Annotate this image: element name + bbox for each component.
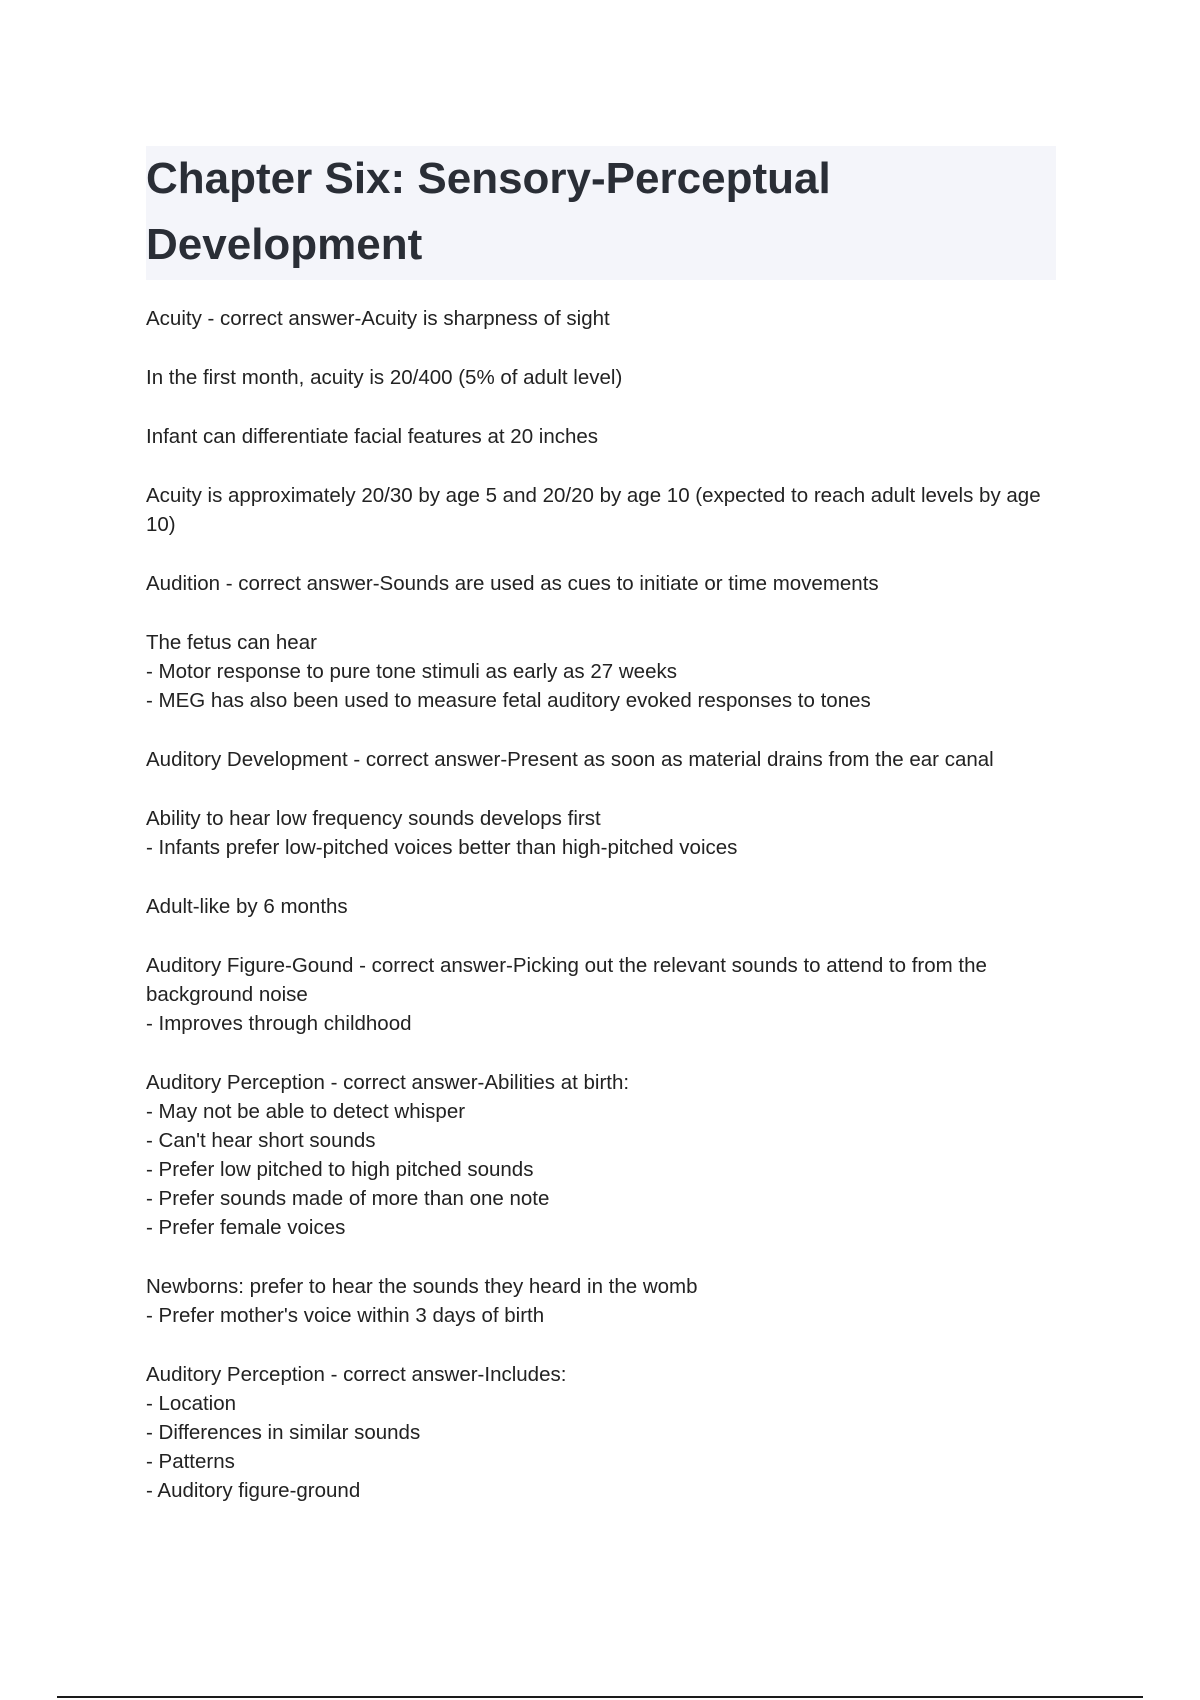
title-box: [146, 146, 1056, 280]
paragraph: [146, 745, 1056, 774]
text-line: - Differences in similar sounds: [146, 1421, 421, 1444]
paragraph: [146, 422, 1056, 451]
text-line: - Motor response to pure tone stimuli as early as 27 weeks: [146, 660, 677, 683]
text-line: - Prefer female voices: [146, 1216, 346, 1239]
text-line: - Prefer sounds made of more than one note: [146, 1187, 550, 1210]
text-line: - Auditory figure-ground: [146, 1479, 361, 1502]
paragraph: [146, 1068, 1056, 1242]
paragraph: [146, 628, 1056, 715]
text-line: Acuity is approximately 20/30 by age 5 and 20/20 by age 10 (expected to reach adult levels by age 10): [146, 484, 1047, 536]
text-line: - Patterns: [146, 1450, 235, 1473]
text-line: - Can't hear short sounds: [146, 1129, 376, 1152]
text-line: Auditory Figure-Gound - correct answer-Picking out the relevant sounds to attend to from the background noise: [146, 954, 993, 1006]
text-line: The fetus can hear: [146, 631, 317, 654]
text-line: Auditory Perception - correct answer-Includes:: [146, 1363, 567, 1386]
text-line: Auditory Development - correct answer-Present as soon as material drains from the ear canal: [146, 748, 994, 771]
paragraph: [146, 569, 1056, 598]
paragraph: [146, 1360, 1056, 1505]
text-line: - Prefer low pitched to high pitched sounds: [146, 1158, 534, 1181]
text-line: - Location: [146, 1392, 237, 1415]
text-line: Adult-like by 6 months: [146, 895, 348, 918]
text-line: - May not be able to detect whisper: [146, 1100, 466, 1123]
text-line: Ability to hear low frequency sounds develops first: [146, 807, 601, 830]
text-line: - Prefer mother's voice within 3 days of birth: [146, 1304, 545, 1327]
paragraph: [146, 363, 1056, 392]
paragraph: [146, 1272, 1056, 1330]
footer-divider: [57, 1696, 1143, 1698]
text-line: - Improves through childhood: [146, 1012, 412, 1035]
paragraph: [146, 481, 1056, 539]
paragraph: [146, 304, 1056, 333]
text-line: Acuity - correct answer-Acuity is sharpness of sight: [146, 307, 610, 330]
text-line: Audition - correct answer-Sounds are used as cues to initiate or time movements: [146, 572, 879, 595]
text-line: - MEG has also been used to measure fetal auditory evoked responses to tones: [146, 689, 871, 712]
paragraph: [146, 892, 1056, 921]
text-line: - Infants prefer low-pitched voices better than high-pitched voices: [146, 836, 738, 859]
text-line: Infant can differentiate facial features at 20 inches: [146, 425, 599, 448]
document-body: [146, 304, 1056, 1535]
text-line: In the first month, acuity is 20/400 (5% of adult level): [146, 366, 623, 389]
text-line: Auditory Perception - correct answer-Abilities at birth:: [146, 1071, 630, 1094]
text-line: Newborns: prefer to hear the sounds they heard in the womb: [146, 1275, 698, 1298]
page-title: Chapter Six: Sensory-Perceptual Development: [146, 154, 831, 269]
paragraph: [146, 804, 1056, 862]
paragraph: [146, 951, 1056, 1038]
